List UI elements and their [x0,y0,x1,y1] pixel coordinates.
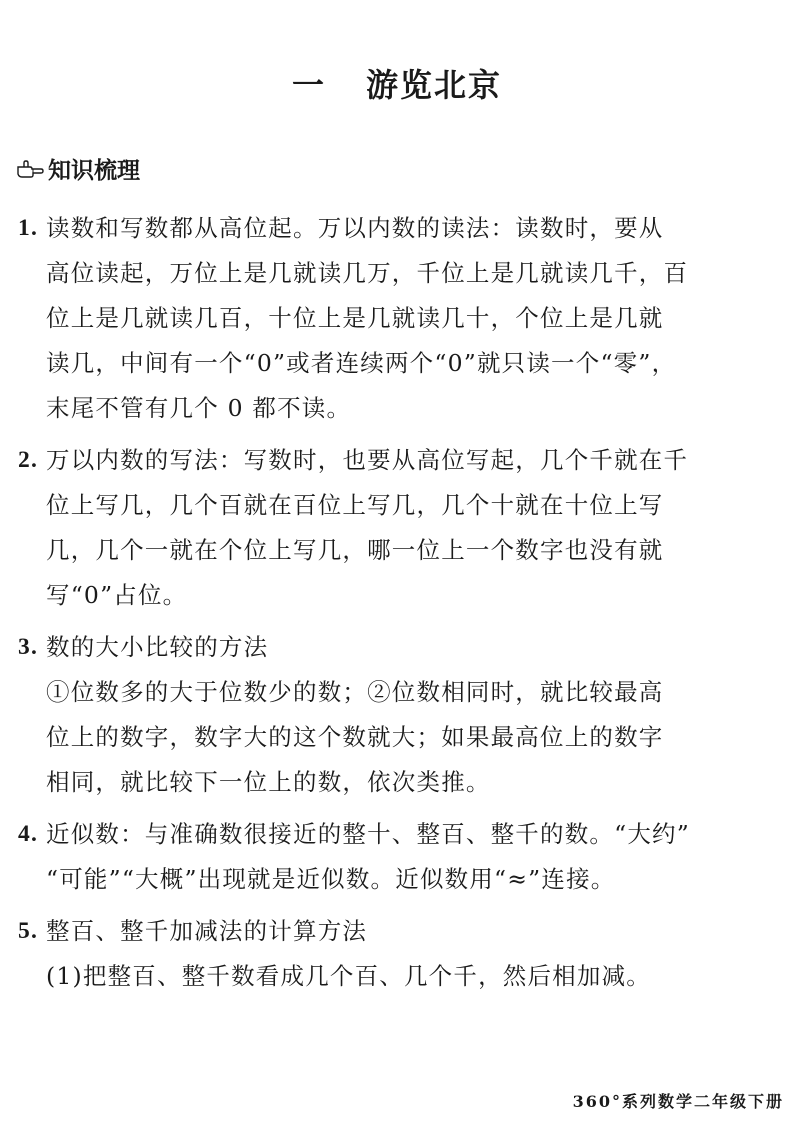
list-item [18,206,722,431]
item-line: 位上是几就读几百，十位上是几就读几十，个位上是几就 [46,304,664,332]
item-line: 整百、整千加减法的计算方法 [46,917,368,945]
item-line: 近似数：与准确数很接近的整十、整百、整千的数。“大约” [46,820,690,848]
item-index: 1. [18,215,39,241]
item-line: (1)把整百、整千数看成几个百、几个千，然后相加减。 [46,962,651,990]
pointing-hand-icon [16,158,44,180]
page-footer: 360°系列数学二年级下册 [572,1092,784,1111]
chapter-title [0,60,794,106]
item-line: 末尾不管有几个 0 都不读。 [46,394,352,422]
item-line: 读几，中间有一个“0”或者连续两个“0”就只读一个“零”， [46,349,677,377]
knowledge-list [18,206,722,1006]
item-index: 2. [18,447,39,473]
list-item [18,909,722,999]
item-line: 读数和写数都从高位起。万以内数的读法：读数时，要从 [46,214,664,242]
item-line: 数的大小比较的方法 [46,633,269,661]
section-heading [16,152,140,185]
item-line: 高位读起，万位上是几就读几万，千位上是几就读几千，百 [46,259,689,287]
item-line: “可能”“大概”出现就是近似数。近似数用“≈”连接。 [46,865,616,893]
list-item [18,812,722,902]
chapter-name: 游览北京 [366,66,503,104]
item-line: 几，几个一就在个位上写几，哪一位上一个数字也没有就 [46,536,664,564]
item-line: 写“0”占位。 [46,581,188,609]
item-index: 3. [18,634,39,660]
item-line: 位上的数字，数字大的这个数就大；如果最高位上的数字 [46,723,664,751]
section-title: 知识梳理 [48,158,140,184]
item-index: 5. [18,918,39,944]
list-item [18,625,722,805]
item-index: 4. [18,821,39,847]
item-line: 万以内数的写法：写数时，也要从高位写起，几个千就在千 [46,446,689,474]
chapter-number: 一 [291,66,326,104]
item-line: ①位数多的大于位数少的数；②位数相同时，就比较最高 [46,678,664,706]
item-line: 相同，就比较下一位上的数，依次类推。 [46,768,491,796]
item-line: 位上写几，几个百就在百位上写几，几个十就在十位上写 [46,491,664,519]
list-item [18,438,722,618]
